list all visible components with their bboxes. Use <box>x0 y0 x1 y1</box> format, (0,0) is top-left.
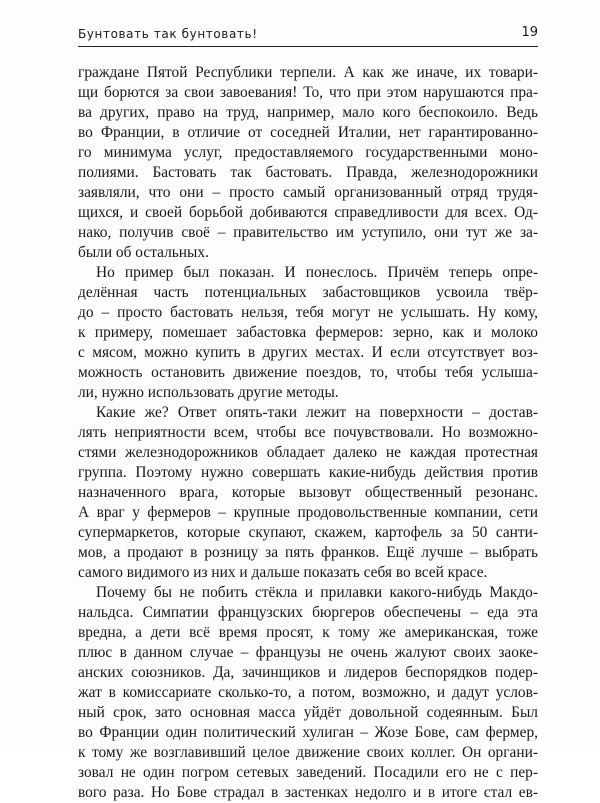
text-line: Какие же? Ответ опять-таки лежит на поверхности – достав- <box>96 404 538 421</box>
text-line: самого видимого из них и дальше показать себя во всей красе. <box>78 564 488 581</box>
text-line: А враг у фермеров – крупные продовольственные компании, сети <box>78 504 538 521</box>
text-line: назначенного врага, которые вызовут общественный резонанс. <box>78 484 538 501</box>
text-line: до – просто бастовать нельзя, тебя могут не услышать. Ну кому, <box>78 304 538 321</box>
running-header <box>78 22 538 47</box>
text-line: заявляли, что они – просто самый организованный отряд трудя- <box>78 184 538 201</box>
text-line: зовал не один погром сетевых заведений. Посадили его не с пер- <box>78 764 538 781</box>
text-line: щи борются за свои завоевания! То, что при этом нарушаются пра- <box>78 84 538 101</box>
text-line: во Франции, в отличие от соседней Италии, нет гарантированно- <box>78 124 538 141</box>
text-line: нальдса. Симпатии французских бюргеров обеспечены – еда эта <box>78 604 538 621</box>
text-line: делённая часть потенциальных забастовщиков усвоила твёр- <box>78 284 538 301</box>
text-line: супермаркетов, которые скупают, скажем, картофель за 50 санти- <box>78 524 538 541</box>
text-line: стями железнодорожников обладает далеко не каждая протестная <box>78 444 538 461</box>
body-text <box>78 63 538 803</box>
text-line: вредна, а дети всё время просят, к тому же американская, тоже <box>78 624 538 641</box>
text-line: Почему бы не побить стёкла и прилавки какого-нибудь Макдо- <box>96 584 538 601</box>
text-line: жат в комиссариате сколько-то, а потом, возможно, и дадут услов- <box>78 684 538 701</box>
text-line: мов, а продают в розницу за пять франков. Ещё лучше – выбрать <box>78 544 538 561</box>
text-line: можность остановить движение поездов, то, чтобы тебя услыша- <box>78 364 538 381</box>
text-line: с мясом, можно купить в других местах. И если отсутствует воз- <box>78 344 538 361</box>
text-line: лять неприятности всем, чтобы все почувствовали. Но возможно- <box>78 424 538 441</box>
text-line: к примеру, помешает забастовка фермеров: зерно, как и молоко <box>78 324 538 341</box>
text-line: группа. Поэтому нужно совершать какие-нибудь действия против <box>78 464 538 481</box>
text-line: были об остальных. <box>78 244 209 261</box>
text-line: к тому же возглавивший целое движение своих коллег. Он органи- <box>78 744 538 761</box>
text-line: го минимума услуг, предоставляемого государственными моно- <box>78 144 538 161</box>
text-line: ный срок, зато основная масса уйдёт довольной содеянным. Был <box>78 704 538 721</box>
text-line: вого раза. Но Бове страдал в застенках недолго и в итоге стал ев- <box>78 784 538 801</box>
text-line: ли, нужно использовать другие методы. <box>78 384 339 401</box>
text-line: Но пример был показан. И понеслось. Причём теперь опре- <box>96 264 538 281</box>
running-title: Бунтовать так бунтовать! <box>78 27 258 41</box>
text-line: полиями. Бастовать так бастовать. Правда, железнодорожники <box>78 164 538 181</box>
text-line: ва других, право на труд, например, мало кого беспокоило. Ведь <box>78 104 538 121</box>
text-line: плюс в данном случае – французы не очень жалуют своих заоке- <box>78 644 538 661</box>
text-line: щихся, и своей борьбой добиваются справедливости для всех. Од- <box>78 204 538 221</box>
text-line: граждане Пятой Республики терпели. А как же иначе, их товари- <box>78 64 538 81</box>
text-line: анских союзников. Да, зачинщиков и лидеров беспорядков подер- <box>78 664 538 681</box>
text-line: нако, получив своё – правительство им уступило, они тут же за- <box>78 224 538 241</box>
page-number: 19 <box>521 25 538 40</box>
text-line: во Франции один политический хулиган – Жозе Бове, сам фермер, <box>78 724 538 741</box>
